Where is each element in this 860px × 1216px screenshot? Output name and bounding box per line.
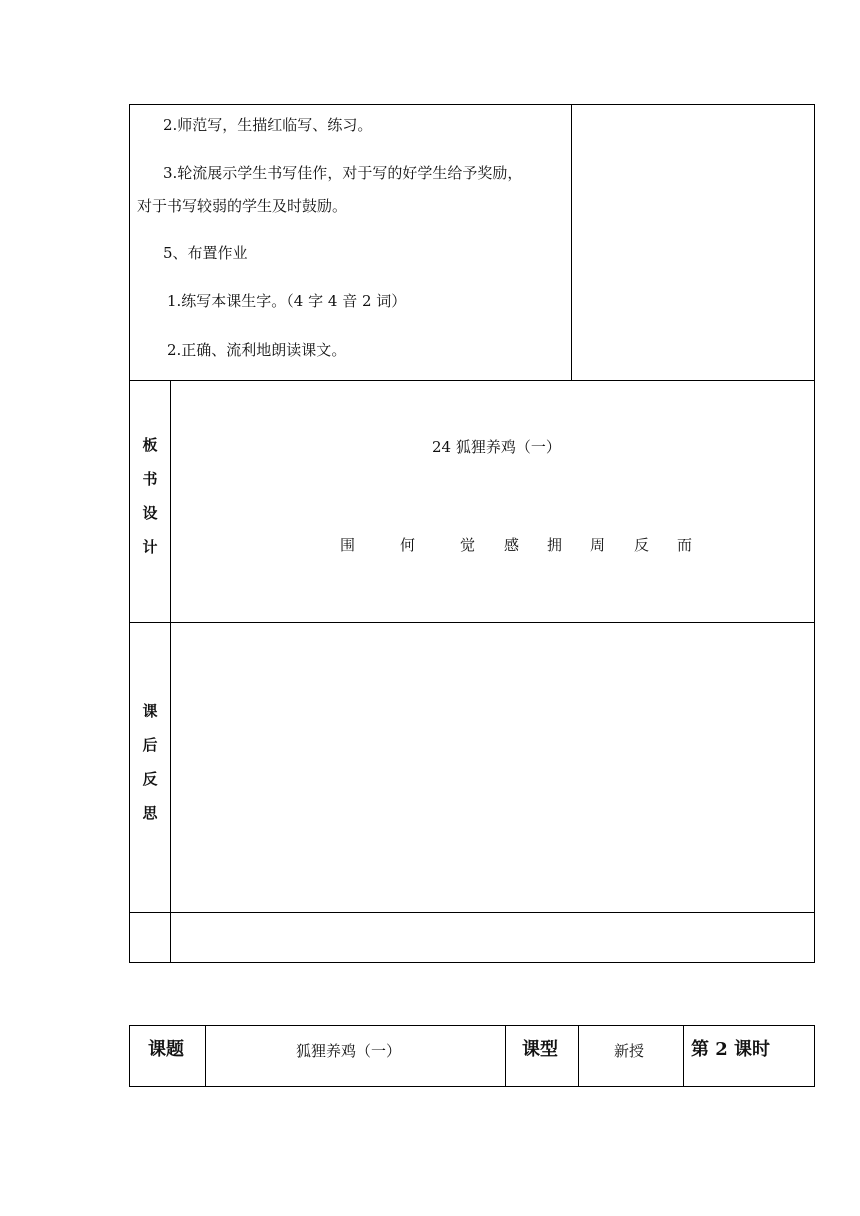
period-label: 第 2 课时: [691, 1039, 771, 1060]
board-title: 24 狐狸养鸡（一）: [432, 438, 561, 456]
step-line-2: 3.轮流展示学生书写佳作，对于写的好学生给予奖励，: [163, 164, 523, 182]
step-line-1: 2.师范写，生描红临写、练习。: [163, 116, 373, 134]
header-divider: [505, 1025, 506, 1087]
steps-column-divider: [571, 104, 572, 380]
header-divider: [683, 1025, 684, 1087]
reflection-label-char: 后: [142, 736, 158, 754]
type-value: 新授: [614, 1042, 645, 1060]
reflection-label-char: 课: [142, 702, 158, 720]
topic-label: 课题: [148, 1039, 184, 1060]
reflection-label: [140, 694, 160, 830]
board-char: 拥: [547, 536, 563, 554]
reflection-label-char: 思: [142, 804, 158, 822]
row-divider-footer: [129, 912, 815, 913]
step-line-4: 5、布置作业: [163, 244, 248, 262]
topic-value: 狐狸养鸡（一）: [296, 1042, 402, 1060]
board-char: 反: [634, 536, 650, 554]
board-char: 而: [677, 536, 693, 554]
board-design-label: [140, 428, 160, 564]
board-label-char: 计: [142, 538, 158, 556]
reflection-label-char: 反: [142, 770, 158, 788]
board-char: 何: [400, 536, 416, 554]
label-column-divider: [170, 380, 171, 963]
board-char: 感: [504, 536, 520, 554]
type-label: 课型: [522, 1039, 558, 1060]
step-line-3: 对于书写较弱的学生及时鼓励。: [137, 197, 348, 215]
row-divider-board: [129, 380, 815, 381]
header-divider: [205, 1025, 206, 1087]
step-line-6: 2.正确、流利地朗读课文。: [167, 341, 347, 359]
main-table: [129, 104, 815, 963]
board-char: 围: [340, 536, 356, 554]
board-label-char: 板: [142, 436, 158, 454]
header-divider: [578, 1025, 579, 1087]
row-divider-reflection: [129, 622, 815, 623]
board-label-char: 设: [142, 504, 158, 522]
board-char: 周: [590, 536, 606, 554]
board-char: 觉: [460, 536, 476, 554]
step-line-5: 1.练写本课生字。（4 字 4 音 2 词）: [167, 292, 407, 310]
board-label-char: 书: [142, 470, 158, 488]
